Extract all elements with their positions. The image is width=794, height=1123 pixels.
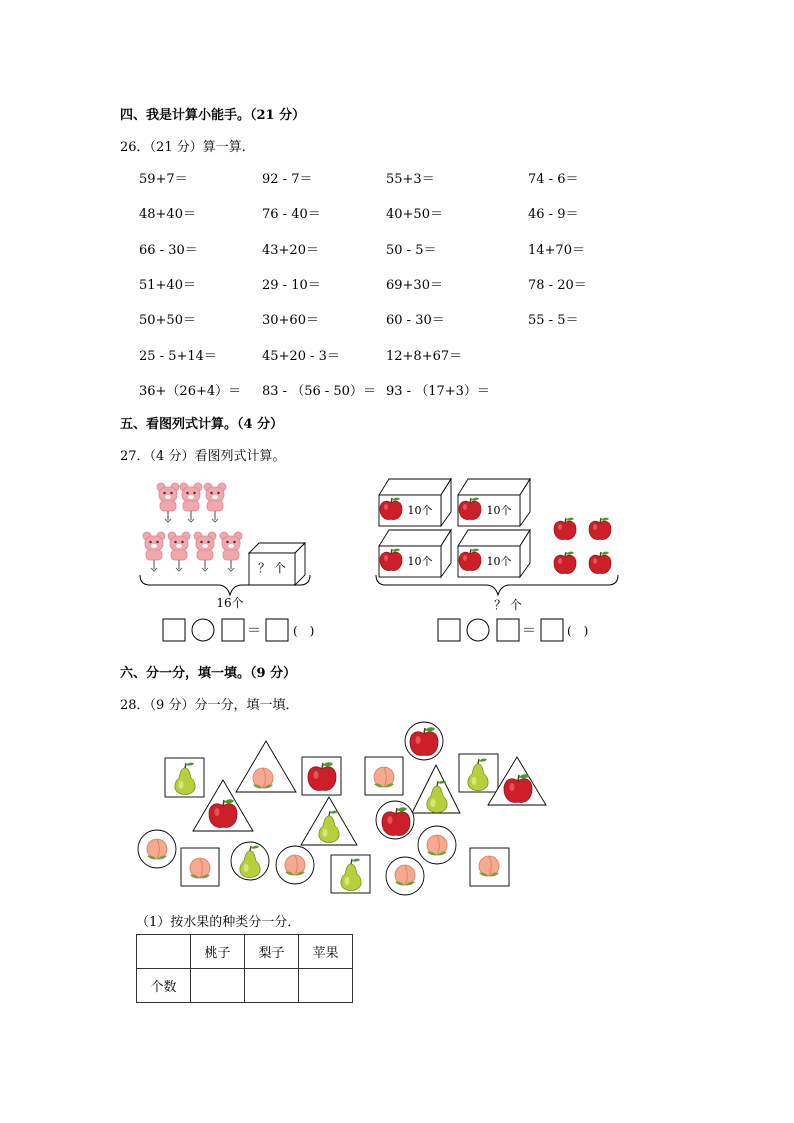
table-row: [137, 935, 353, 969]
apple-box-label: 10个: [407, 504, 433, 517]
section-4-title: 四、我是计算小能手。（21 分）: [120, 108, 306, 123]
peach-in-triangle: [236, 741, 296, 792]
bear-icon: [157, 483, 179, 522]
answer-cell-pear[interactable]: [245, 969, 299, 1003]
q27-picture: [0, 470, 794, 650]
question-28-label: 28．（9 分）分一分，填一填．: [120, 698, 299, 713]
section-5-title: 五、看图列式计算。（4 分）: [120, 417, 284, 432]
apple-in-square: [302, 757, 341, 795]
apple-box-label: 10个: [407, 555, 433, 568]
apple-box-label: 10个: [486, 555, 512, 568]
answer-box[interactable]: [438, 619, 460, 641]
answer-cell-apple[interactable]: [299, 969, 353, 1003]
apple-icon: [554, 518, 576, 540]
pear-in-square: [165, 758, 204, 797]
question-26-label: 26．（21 分）算一算．: [120, 140, 255, 155]
answer-box[interactable]: [222, 619, 244, 641]
peach-in-circle: [386, 857, 424, 895]
calc-item: 43+20＝: [262, 242, 319, 258]
bear-icon: [194, 532, 216, 571]
calc-item: 40+50＝: [386, 207, 443, 223]
q28-picture: [0, 715, 794, 900]
apple-icon: [589, 552, 611, 574]
bear-icon: [220, 532, 242, 571]
peach-in-circle: [138, 830, 176, 868]
peach-in-circle: [418, 826, 456, 864]
table-header-cell: [137, 935, 191, 969]
calc-item: 74 - 6＝: [528, 172, 579, 187]
table-row: [137, 969, 353, 1003]
peach-in-square: [470, 848, 509, 886]
box-label: ？ 个: [258, 561, 286, 575]
calc-item: 12+8+67＝: [386, 348, 463, 364]
unit-paren: ( ): [567, 624, 589, 638]
apple-box: [379, 479, 451, 526]
calc-item: 69+30＝: [386, 277, 443, 293]
table-header-cell: 梨子: [245, 935, 299, 969]
operator-circle[interactable]: [467, 619, 489, 641]
peach-in-circle: [276, 846, 314, 884]
right-brace: [376, 575, 618, 595]
row-label-cell: 个数: [137, 969, 191, 1003]
calc-item: 45+20 - 3＝: [262, 348, 340, 364]
peach-in-square: [365, 757, 403, 795]
left-answer-template: [163, 619, 314, 641]
right-brace-label: ？ 个: [494, 598, 522, 612]
fruit-count-table: [136, 934, 353, 1003]
peach-in-square: [181, 848, 219, 886]
operator-circle[interactable]: [192, 619, 214, 641]
calc-item: 78 - 20＝: [528, 277, 587, 293]
calc-item: 55 - 5＝: [528, 313, 579, 329]
apple-in-circle: [376, 801, 414, 839]
unit-paren: ( ): [293, 624, 315, 638]
pear-in-triangle: [301, 797, 357, 845]
answer-box[interactable]: [541, 619, 563, 641]
table-header-cell: 桃子: [191, 935, 245, 969]
calc-item: 55+3＝: [386, 172, 435, 187]
calc-item: 92 - 7＝: [262, 172, 313, 187]
calc-item: 48+40＝: [139, 207, 196, 223]
svg-text:＝: ＝: [247, 623, 261, 639]
q28-sub-1: （1）按水果的种类分一分．: [136, 915, 301, 930]
answer-box[interactable]: [163, 619, 185, 641]
bear-icon: [204, 483, 226, 522]
apple-box: [458, 530, 530, 577]
section-6-title: 六、分一分，填一填。（9 分）: [120, 666, 297, 681]
calc-item: 46 - 9＝: [528, 207, 579, 223]
pear-in-square: [331, 855, 370, 893]
apple-in-circle: [405, 722, 443, 760]
calc-item: 59+7＝: [139, 172, 188, 187]
answer-box[interactable]: [497, 619, 519, 641]
apple-box: [458, 479, 530, 526]
calc-item: 60 - 30＝: [386, 313, 445, 329]
bear-icon: [143, 532, 165, 571]
pear-in-circle: [231, 842, 269, 880]
calc-item: 29 - 10＝: [262, 277, 321, 293]
calc-item: 36+（26+4）＝: [139, 383, 242, 399]
bear-icon: [168, 532, 190, 571]
calc-item: 66 - 30＝: [139, 242, 198, 258]
answer-cell-peach[interactable]: [191, 969, 245, 1003]
apple-icon: [554, 552, 576, 574]
apple-box: [379, 530, 451, 577]
calc-item: 76 - 40＝: [262, 207, 321, 223]
svg-text:＝: ＝: [522, 623, 536, 639]
calc-item: 25 - 5+14＝: [139, 348, 217, 364]
bear-icon: [180, 483, 202, 522]
unknown-count-box: [249, 543, 305, 585]
left-brace-label: 16个: [216, 596, 244, 610]
answer-box[interactable]: [266, 619, 288, 641]
question-27-label: 27．（4 分）看图列式计算。: [120, 449, 286, 464]
calc-item: 50+50＝: [139, 313, 196, 329]
apple-box-label: 10个: [486, 504, 512, 517]
pear-in-square: [459, 754, 498, 792]
calc-item: 83 - （56 - 50）＝: [262, 383, 376, 399]
calc-item: 30+60＝: [262, 313, 319, 329]
calc-item: 93 - （17+3）＝: [386, 383, 490, 399]
pear-in-triangle: [412, 765, 460, 813]
calc-item: 50 - 5＝: [386, 242, 437, 258]
calc-item: 14+70＝: [528, 242, 585, 258]
calc-item: 51+40＝: [139, 277, 196, 293]
table-header-cell: 苹果: [299, 935, 353, 969]
apple-icon: [589, 518, 611, 540]
right-answer-template: [438, 619, 588, 641]
